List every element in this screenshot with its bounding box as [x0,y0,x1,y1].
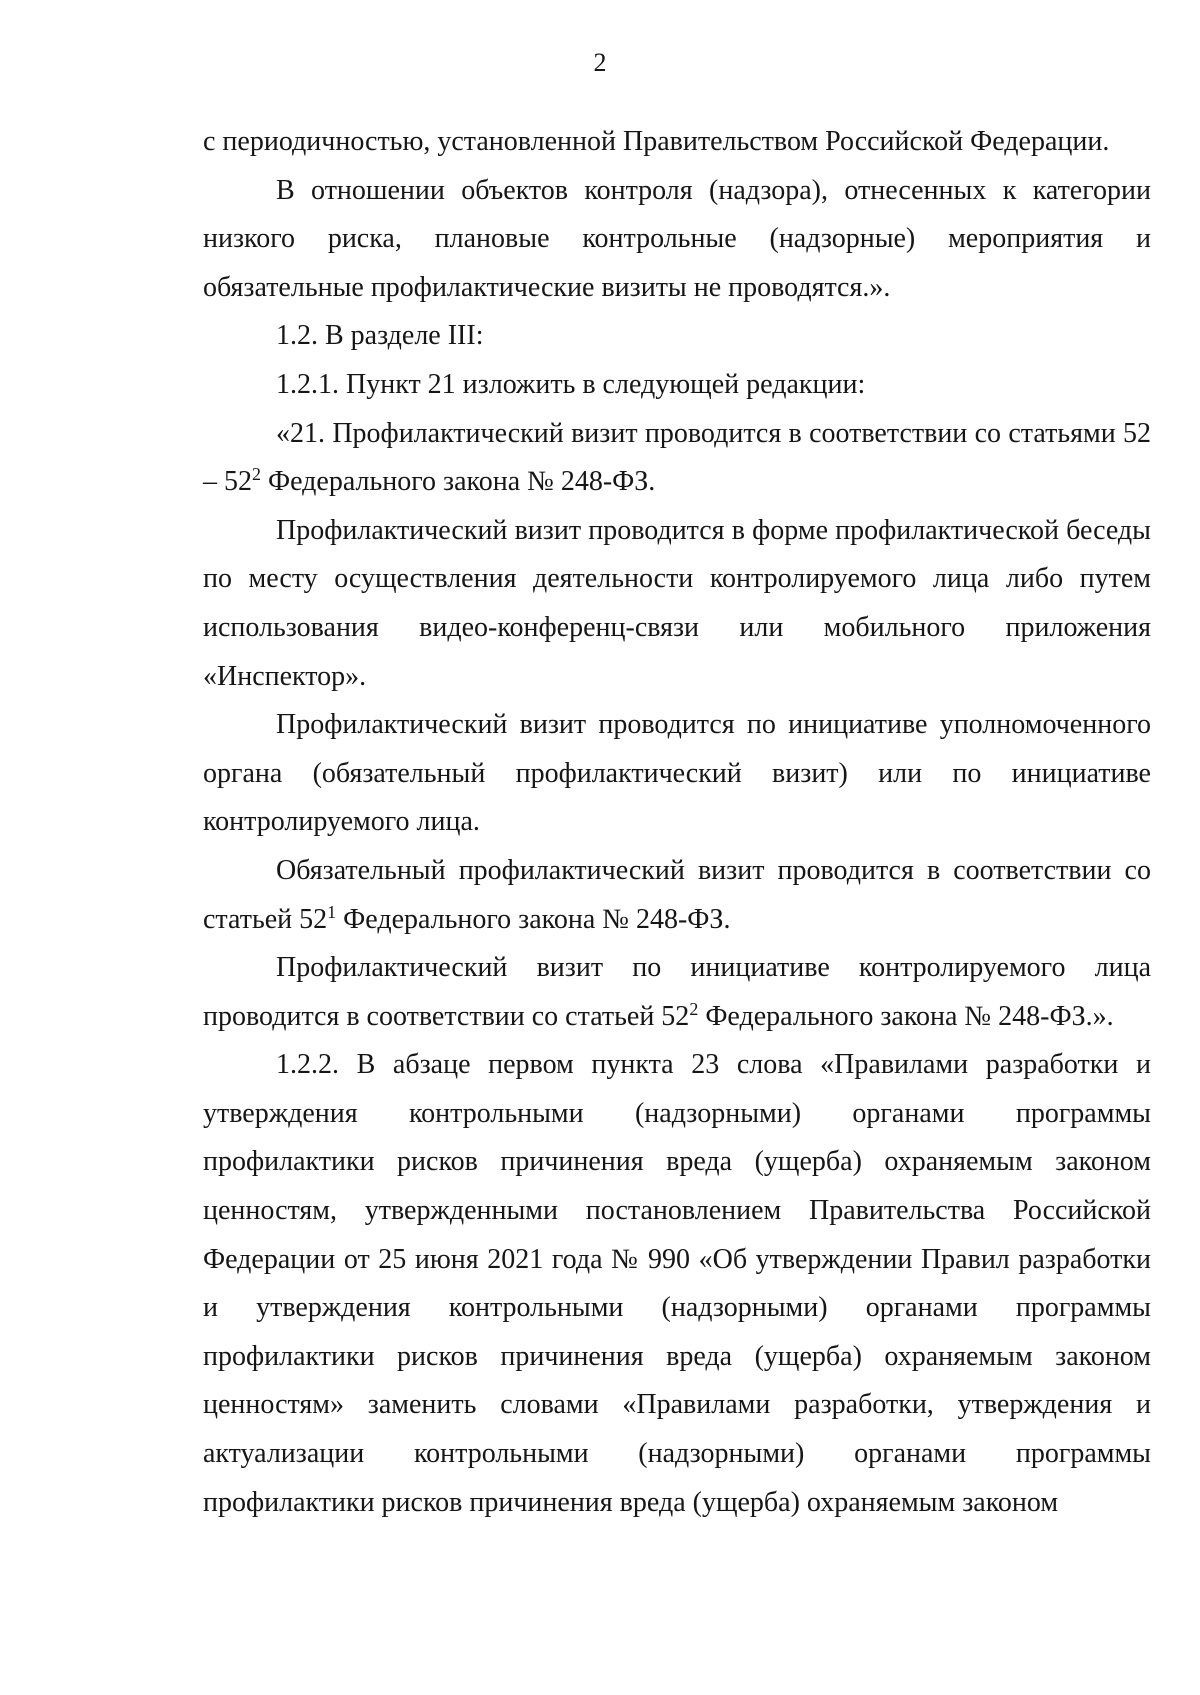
paragraph-clause-1-2-1: 1.2.1. Пункт 21 изложить в следующей редакции: [276,368,866,400]
paragraph-clause-21 [203,410,1151,507]
paragraph-text: Федерального закона № 248-ФЗ. [336,903,731,935]
paragraph-text: Обязательный профилактический визит проводится в соответствии со статьей 52 [203,854,1151,935]
paragraph-section-heading: 1.2. В разделе III: [276,320,484,352]
paragraph-low-risk-objects: В отношении объектов контроля (надзора), отнесенных к категории низкого риска, плановые контрольные (надзорные) мероприятия и обязательные профилактические визиты не проводятся.». [203,174,1151,303]
paragraph-text: Федерального закона № 248-ФЗ. [261,466,656,498]
superscript-index: 2 [689,998,699,1019]
superscript-index: 1 [327,901,337,922]
page-number: 2 [593,48,607,77]
paragraph-text: Профилактический визит по инициативе контролируемого лица проводится в соответствии со статьей 52 [203,952,1151,1032]
paragraph-visit-form: Профилактический визит проводится в форме профилактической беседы по месту осуществления деятельности контролируемого лица либо путем использования видео-конференц-связи или мобильного приложения «Инспектор». [203,514,1151,692]
paragraph-visit-initiative: Профилактический визит проводится по инициативе уполномоченного органа (обязательный профилактический визит) или по инициативе контролируемого лица. [203,709,1151,838]
paragraph-text: «21. Профилактический визит проводится в соответствии со статьями 52 – 52 [203,417,1151,498]
paragraph-mandatory-visit [203,847,1151,944]
document-body [203,118,1151,1527]
paragraph-controlled-person-visit [203,944,1151,1041]
paragraph-continuation: с периодичностью, установленной Правительством Российской Федерации. [203,126,1110,157]
paragraph-clause-1-2-2: 1.2.2. В абзаце первом пункта 23 слова «Правилами разработки и утверждения контрольными (надзорными) органами программы профилактики рисков причинения вреда (ущерба) охраняемым законом ценностям, утвержденными постановлением Правительства Российской Федерации от 25 июня 2021 года № 990 «Об утверждении Правил разработки и утверждения контрольными (надзорными) органами программы профилактики рисков причинения вреда (ущерба) охраняемым законом ценностям» заменить словами «Правилами разработки, утверждения и актуализации контрольными (надзорными) органами программы профилактики рисков причинения вреда (ущерба) охраняемым законом [203,1049,1151,1518]
paragraph-text: Федерального закона № 248-ФЗ.». [698,1000,1114,1032]
superscript-index: 2 [252,464,261,485]
